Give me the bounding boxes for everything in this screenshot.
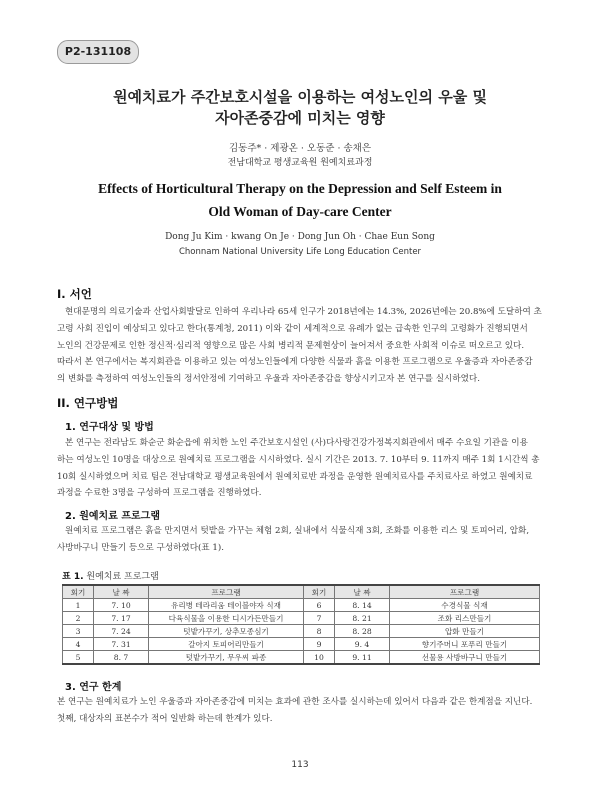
section-heading-introduction: I. 서언 (57, 287, 92, 301)
table-caption-text: 원예치료 프로그램 (86, 572, 159, 582)
table-cell: 3 (63, 625, 94, 638)
table-cell: 7. 10 (94, 599, 149, 612)
table-cell: 갈아지 토피어리만들기 (149, 638, 304, 651)
header-session: 회기 (304, 585, 335, 599)
table-cell: 압화 만들기 (390, 625, 540, 638)
table-cell: 2 (63, 612, 94, 625)
table-cell: 9. 4 (335, 638, 390, 651)
header-session: 회기 (63, 585, 94, 599)
text-line: 본 연구는 전라남도 화순군 화순읍에 위치한 노인 주간보호시설인 (사)다사랑건강가정복지회관에서 매주 수요일 기관을 이용 (65, 438, 528, 448)
subjects-paragraph (57, 435, 543, 502)
table-caption-label: 표 1. (62, 572, 84, 582)
section-heading-methods: II. 연구방법 (57, 396, 119, 410)
program-paragraph (57, 523, 543, 557)
english-title-line-2: Old Woman of Day-care Center (208, 204, 392, 219)
text-line: 과정을 수료한 3명을 구성하여 프로그램을 진행하였다. (57, 488, 262, 499)
table-cell: 8 (304, 625, 335, 638)
korean-affiliation: 전남대학교 평생교육원 원예치료과정 (227, 158, 373, 168)
text-line: 10회 실시하였으며 치료 팀은 전남대학교 평생교육원에서 원예치료반 과정을 운영한 원예치료사를 주치료사로 하였고 원예치료 (57, 471, 533, 482)
table-cell: 10 (304, 651, 335, 665)
english-authors: Dong Ju Kim · kwang On Je · Dong Jun Oh · Chae Eun Song (165, 232, 435, 242)
header-date: 날 짜 (335, 585, 390, 599)
korean-title-line-2: 자아존중감에 미치는 영향 (215, 109, 385, 127)
text-line: 노인의 건강문제로 인한 정신적·심리적 영향으로 많은 사회 병리적 문제현상이 늘어져서 중요한 사회적 이슈로 떠오르고 있다. (57, 340, 525, 351)
table-row (63, 651, 540, 665)
introduction-paragraph (57, 304, 543, 388)
table-cell: 7. 24 (94, 625, 149, 638)
text-line: 고령 사회 진입이 예상되고 있다고 한다(통계청, 2011) 이와 같이 세계적으로 유례가 없는 급속한 인구의 고령화가 진행되면서 (57, 323, 528, 334)
program-table (62, 584, 540, 665)
table-cell: 유리병 테라리움 테이블야자 식재 (149, 599, 304, 612)
text-line: 따라서 본 연구에서는 복지회관을 이용하고 있는 여성노인들에게 다양한 식물과 흙을 이용한 프로그램으로 우울증과 자아존중감 (57, 357, 533, 368)
poster-id-badge: P2-131108 (57, 40, 139, 64)
text-line: 의 변화를 측정하여 여성노인들의 정서안정에 기여하고 우울과 자아존중감을 향상시키고자 본 연구를 실시하였다. (57, 374, 480, 385)
table-cell: 9 (304, 638, 335, 651)
english-title-line-1: Effects of Horticultural Therapy on the Depression and Self Esteem in (98, 181, 502, 196)
table-cell: 4 (63, 638, 94, 651)
table-cell: 7 (304, 612, 335, 625)
table-cell: 8. 14 (335, 599, 390, 612)
table-row (63, 638, 540, 651)
table-cell: 텃밭가꾸기, 상추모종심기 (149, 625, 304, 638)
table-cell: 텃밭가꾸기, 무우씨 파종 (149, 651, 304, 665)
table-cell: 8. 28 (335, 625, 390, 638)
page-number: 113 (291, 760, 309, 770)
text-line: 사방바구니 만들기 등으로 구성하였다(표 1). (57, 542, 224, 553)
text-line: 본 연구는 원예치료가 노인 우울증과 자아존중감에 미치는 효과에 관한 조사를 실시하는데 있어서 다음과 같은 한계점을 지닌다. (57, 697, 533, 707)
table-cell: 7. 31 (94, 638, 149, 651)
table-cell: 9. 11 (335, 651, 390, 665)
header-date: 날 짜 (94, 585, 149, 599)
text-line: 하는 여성노인 10명을 대상으로 원예치료 프로그램을 시시하였다. 실시 기간은 2013. 7. 10부터 9. 11까지 매주 1회 1시간씩 총 (57, 454, 540, 465)
table-header-row (63, 585, 540, 599)
text-line: 원예치료 프로그램은 흙을 만지면서 텃밭을 가꾸는 체험 2회, 실내에서 식물식재 3회, 조화를 이용한 리스 및 토피어리, 압화, (65, 526, 530, 536)
table-cell: 7. 17 (94, 612, 149, 625)
text-line: 현대문명의 의료기술과 산업사회발달로 인하여 우리나라 65세 인구가 2018년에는 14.3%, 2026년에는 20.8%에 도달하여 초 (65, 307, 542, 317)
table-cell: 선물용 사방바구니 만들기 (390, 651, 540, 665)
subsection-heading-limitations: 3. 연구 한계 (65, 682, 122, 693)
table-cell: 조화 리스만들기 (390, 612, 540, 625)
table-cell: 1 (63, 599, 94, 612)
table-row (63, 599, 540, 612)
text-line: 첫째, 대상자의 표본수가 적어 일반화 하는데 한계가 있다. (57, 713, 273, 724)
subsection-heading-program: 2. 원예치료 프로그램 (65, 511, 160, 522)
header-program: 프로그램 (149, 585, 304, 599)
table-cell: 수경식물 식재 (390, 599, 540, 612)
korean-title-line-1: 원예치료가 주간보호시설을 이용하는 여성노인의 우울 및 (113, 88, 487, 106)
table-cell: 8. 7 (94, 651, 149, 665)
table-cell: 6 (304, 599, 335, 612)
limitations-paragraph (57, 694, 543, 728)
subsection-heading-subjects: 1. 연구대상 및 방법 (65, 422, 154, 433)
table-row (63, 625, 540, 638)
table-cell: 향기주머니 포푸리 만들기 (390, 638, 540, 651)
table-caption (62, 569, 159, 582)
korean-authors: 김동주* · 제광온 · 오동준 · 송채은 (228, 143, 372, 154)
header-program: 프로그램 (390, 585, 540, 599)
table-cell: 다육식물을 이용한 디시가든만들기 (149, 612, 304, 625)
table-row (63, 612, 540, 625)
table-cell: 5 (63, 651, 94, 665)
table-cell: 8. 21 (335, 612, 390, 625)
english-affiliation: Chonnam National University Life Long Education Center (178, 247, 422, 257)
